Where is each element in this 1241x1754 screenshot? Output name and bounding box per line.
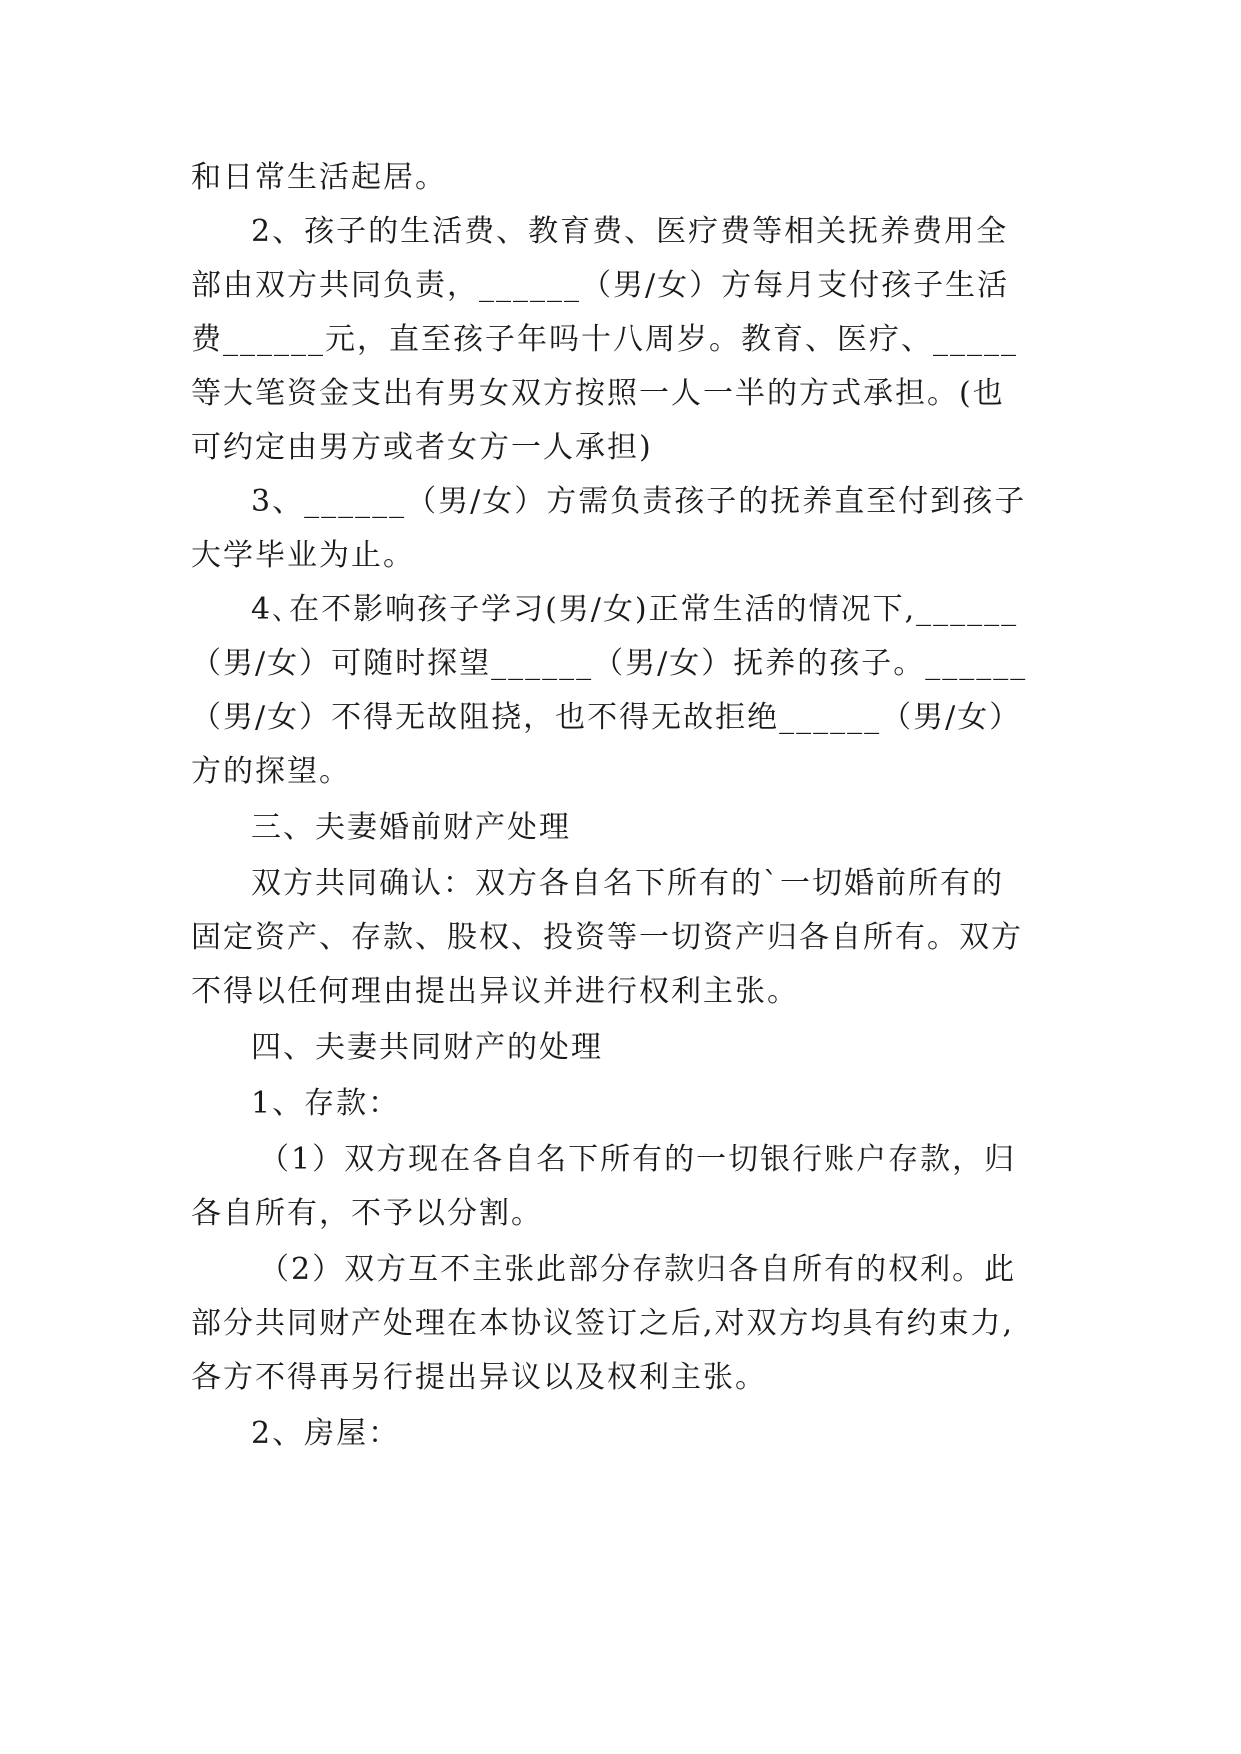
paragraph-line: 4､在不影响孩子学习(男/女)正常生活的情况下,______	[251, 592, 1019, 627]
paragraph-line: 3、______（男/女）方需负责孩子的抚养直至付到孩子	[251, 484, 1027, 519]
subsection-heading: 2、房屋：	[251, 1416, 401, 1451]
paragraph-line: 各自所有，不予以分割。	[191, 1196, 543, 1231]
paragraph-line: 可约定由男方或者女方一人承担)	[191, 430, 653, 465]
paragraph-line: 不得以任何理由提出异议并进行权利主张。	[191, 974, 799, 1009]
section-heading: 四、夫妻共同财产的处理	[251, 1030, 603, 1065]
paragraph-line: 固定资产、存款、股权、投资等一切资产归各自所有。双方	[191, 920, 1023, 955]
paragraph-line: （男/女）可随时探望______（男/女）抚养的孩子。______	[191, 646, 1028, 681]
paragraph-line: 等大笔资金支出有男女双方按照一人一半的方式承担。(也	[191, 376, 1005, 411]
paragraph-line: 方的探望。	[191, 754, 351, 789]
paragraph-line: 2、孩子的生活费、教育费、医疗费等相关抚养费用全	[251, 214, 1009, 249]
paragraph-line: 各方不得再另行提出异议以及权利主张。	[191, 1360, 767, 1395]
paragraph-line: （2）双方互不主张此部分存款归各自所有的权利。此	[259, 1252, 1017, 1287]
paragraph-line: 部分共同财产处理在本协议签订之后,对双方均具有约束力,	[191, 1306, 1015, 1341]
paragraph-line: 双方共同确认：双方各自名下所有的`一切婚前所有的	[251, 866, 1004, 901]
subsection-heading: 1、存款：	[251, 1086, 401, 1121]
paragraph-line: 大学毕业为止。	[191, 538, 415, 573]
paragraph-line: （1）双方现在各自名下所有的一切银行账户存款，归	[259, 1142, 1017, 1177]
paragraph-line: 和日常生活起居。	[191, 160, 447, 195]
section-heading: 三、夫妻婚前财产处理	[251, 810, 571, 845]
paragraph-line: （男/女）不得无故阻挠，也不得无故拒绝______（男/女）	[191, 700, 1022, 735]
paragraph-line: 费______元，直至孩子年吗十八周岁。教育、医疗、_____	[191, 322, 1018, 357]
paragraph-line: 部由双方共同负责，______（男/女）方每月支付孩子生活	[191, 268, 1010, 303]
